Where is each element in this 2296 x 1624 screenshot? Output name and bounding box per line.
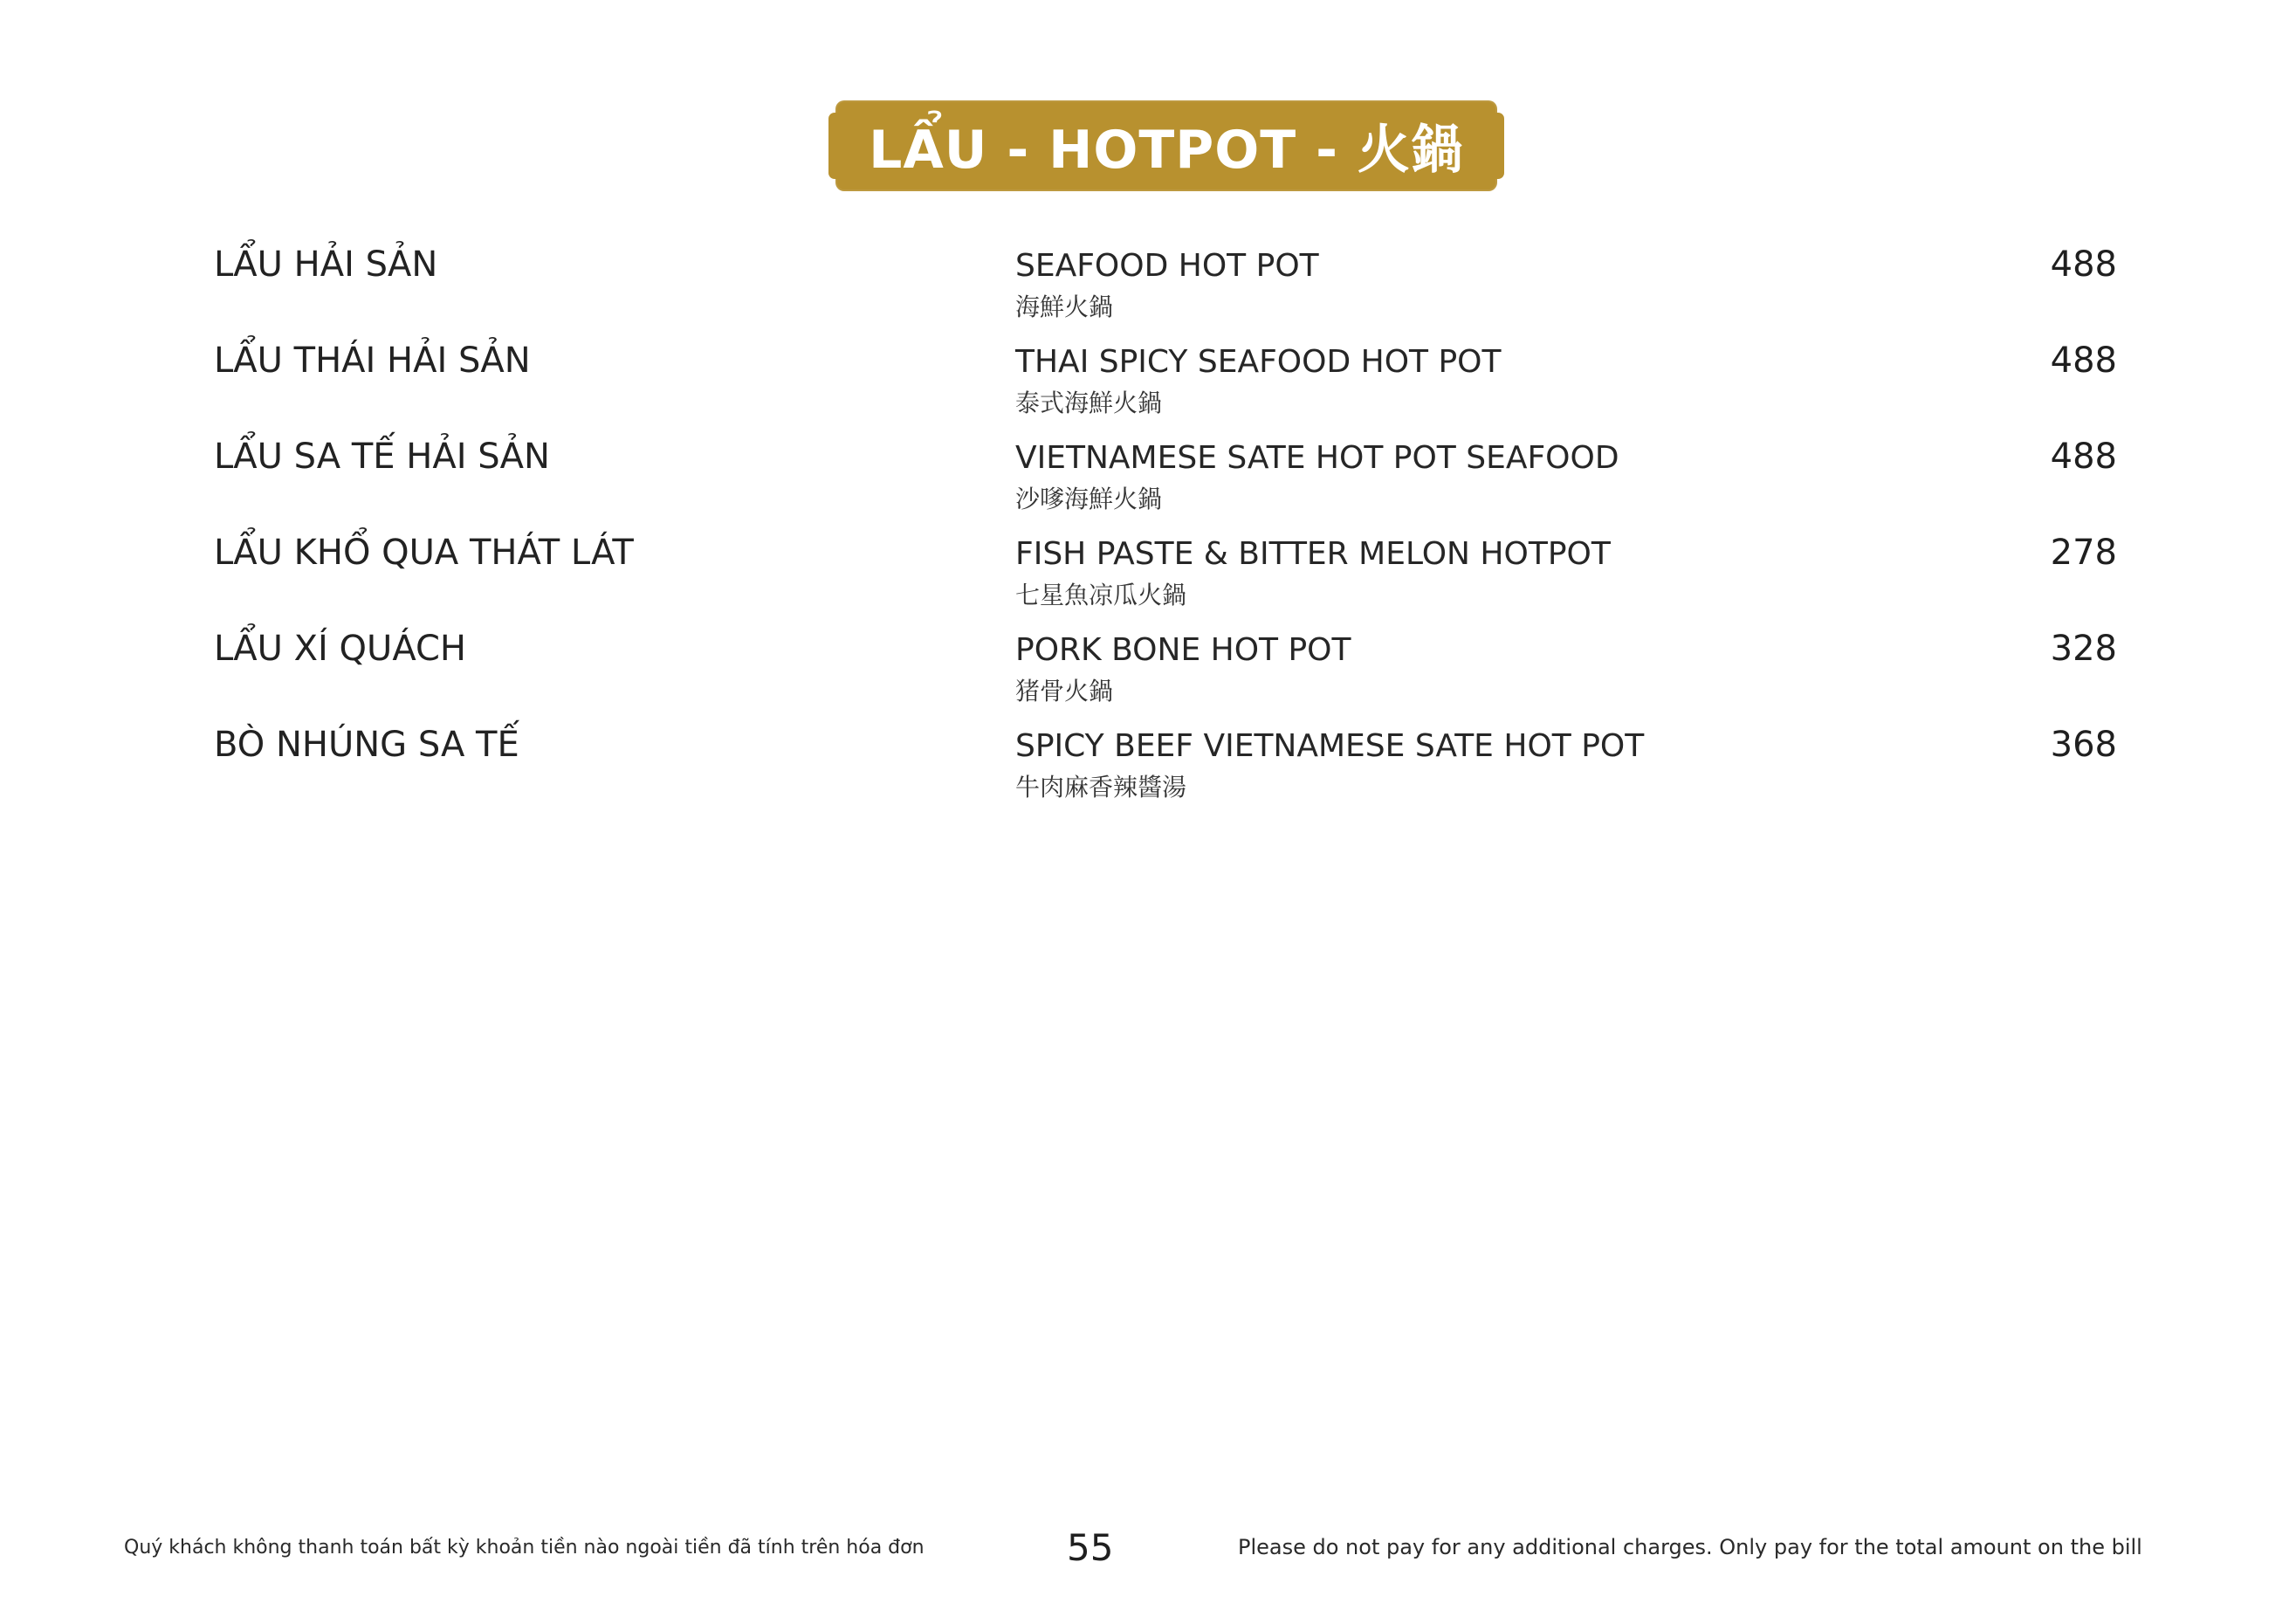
section-title: LẨU - HOTPOT - 火鍋	[869, 120, 1464, 181]
footer-note-english: Please do not pay for any additional charges. Only pay for the total amount on the bill	[1238, 1535, 2142, 1559]
item-price: 368	[2050, 725, 2117, 765]
item-price: 488	[2050, 437, 2117, 477]
item-name-vietnamese: BÒ NHÚNG SA TẾ	[214, 725, 519, 765]
item-name-vietnamese: LẨU SA TẾ HẢI SẢN	[214, 437, 550, 477]
menu-item	[214, 725, 2117, 821]
item-price: 488	[2050, 341, 2117, 381]
menu-item	[214, 629, 2117, 725]
item-name-english: THAI SPICY SEAFOOD HOT POT	[1015, 344, 1502, 380]
item-name-english: SEAFOOD HOT POT	[1015, 248, 1319, 284]
menu-item	[214, 533, 2117, 629]
item-price: 328	[2050, 629, 2117, 669]
item-name-chinese: 七星魚凉瓜火鍋	[1015, 581, 1187, 609]
item-name-vietnamese: LẨU KHỔ QUA THÁT LÁT	[214, 533, 634, 573]
menu-list	[214, 244, 2117, 821]
item-name-chinese: 牛肉麻香辣醬湯	[1015, 773, 1187, 802]
item-name-english: SPICY BEEF VIETNAMESE SATE HOT POT	[1015, 728, 1645, 764]
item-name-chinese: 海鮮火鍋	[1015, 292, 1114, 321]
item-name-english: PORK BONE HOT POT	[1015, 632, 1351, 668]
item-price: 278	[2050, 533, 2117, 573]
item-name-chinese: 沙嗲海鮮火鍋	[1015, 485, 1163, 513]
item-price: 488	[2050, 244, 2117, 285]
item-name-vietnamese: LẨU THÁI HẢI SẢN	[214, 341, 531, 381]
item-name-english: FISH PASTE & BITTER MELON HOTPOT	[1015, 536, 1611, 572]
section-title-banner	[835, 100, 1497, 191]
item-name-vietnamese: LẨU XÍ QUÁCH	[214, 629, 466, 669]
item-name-chinese: 猪骨火鍋	[1015, 677, 1114, 705]
menu-item	[214, 437, 2117, 533]
item-name-english: VIETNAMESE SATE HOT POT SEAFOOD	[1015, 440, 1619, 476]
page-number: 55	[1067, 1526, 1114, 1569]
menu-item	[214, 341, 2117, 437]
item-name-chinese: 泰式海鮮火鍋	[1015, 389, 1163, 417]
item-name-vietnamese: LẨU HẢI SẢN	[214, 244, 438, 285]
menu-item	[214, 244, 2117, 341]
footer-note-vietnamese: Quý khách không thanh toán bất kỳ khoản tiền nào ngoài tiền đã tính trên hóa đơn	[124, 1537, 925, 1559]
